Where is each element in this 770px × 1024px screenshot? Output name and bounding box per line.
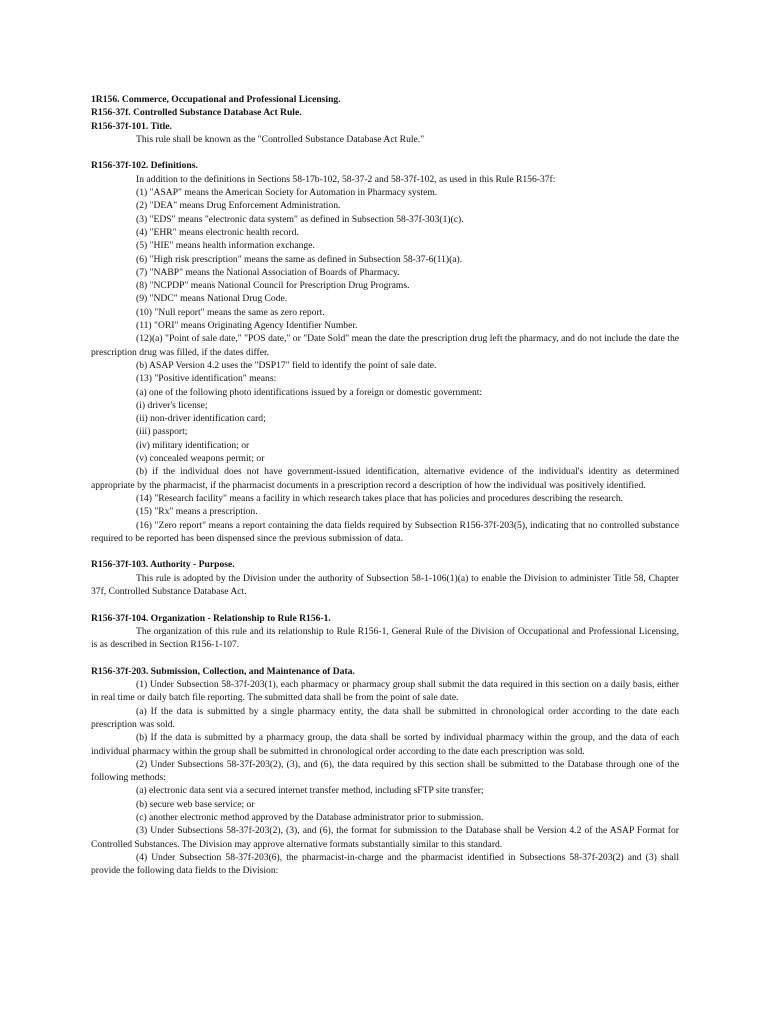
definition-item: (1) "ASAP" means the American Society for Automation in Pharmacy system. bbox=[136, 187, 438, 199]
definition-subitem: (iv) military identification; or bbox=[136, 439, 250, 451]
submission-method-item: (a) electronic data sent via a secured internet transfer method, including sFTP site transfer; bbox=[136, 785, 484, 797]
definition-subitem: (v) concealed weapons permit; or bbox=[136, 453, 265, 465]
definition-item: (4) "EHR" means electronic health record. bbox=[136, 226, 299, 238]
definition-subitem: (iii) passport; bbox=[136, 426, 188, 438]
submission-method-item: (b) secure web base service; or bbox=[136, 798, 255, 810]
definition-item: (8) "NCPDP" means National Council for Prescription Drug Programs. bbox=[136, 280, 410, 292]
definition-item: (2) "DEA" means Drug Enforcement Administration. bbox=[136, 200, 341, 212]
definition-item: (7) "NABP" means the National Association of Boards of Pharmacy. bbox=[136, 266, 400, 278]
definition-item: (9) "NDC" means National Drug Code. bbox=[136, 293, 288, 305]
definition-item: (5) "HIE" means health information exchange. bbox=[136, 240, 315, 252]
definition-item: (6) "High risk prescription" means the same as defined in Subsection 58-37-6(11)(a). bbox=[136, 253, 463, 265]
definition-item-13: (13) "Positive identification" means: bbox=[136, 373, 277, 385]
chapter-heading: 1R156. Commerce, Occupational and Professional Licensing. bbox=[91, 94, 341, 105]
section-101-title: R156-37f-101. Title. bbox=[91, 120, 172, 132]
definition-item-13a: (a) one of the following photo identifications issued by a foreign or domestic government: bbox=[136, 386, 483, 398]
section-101-body: This rule shall be known as the "Controlled Substance Database Act Rule." bbox=[136, 133, 425, 145]
document-page bbox=[91, 93, 679, 878]
section-103-title: R156-37f-103. Authority - Purpose. bbox=[91, 559, 235, 571]
definition-subitem: (ii) non-driver identification card; bbox=[136, 413, 266, 425]
definition-item-12b: (b) ASAP Version 4.2 uses the "DSP17" field to identify the point of sale date. bbox=[136, 359, 437, 371]
section-203-paragraph-1b: (b) If the data is submitted by a pharmacy group, the data shall be sorted by individual pharmacy within the group, and the data of each individual pharmacy within the group shall be submitted in chronological order according to the date each prescription was sold. bbox=[91, 732, 679, 757]
section-203-paragraph-1a: (a) If the data is submitted by a single pharmacy entity, the data shall be submitted in chronological order according to the date each prescription was sold. bbox=[91, 705, 679, 730]
section-203-paragraph-1: (1) Under Subsection 58-37f-203(1), each pharmacy or pharmacy group shall submit the data required in this section on a daily basis, either in real time or daily batch file reporting. The submitted data shall be from the point of sale date. bbox=[91, 679, 679, 704]
submission-method-item: (c) another electronic method approved by the Database administrator prior to submission. bbox=[136, 812, 484, 824]
section-203-paragraph-4: (4) Under Subsection 58-37f-203(6), the pharmacist-in-charge and the pharmacist identified in Subsections 58-37f-203(2) and (3) shall provide the following data fields to the Division: bbox=[91, 851, 679, 877]
section-102-intro: In addition to the definitions in Sections 58-17b-102, 58-37-2 and 58-37f-102, as used in this Rule R156-37f: bbox=[136, 173, 556, 185]
definition-item-15: (15) "Rx" means a prescription. bbox=[136, 506, 258, 518]
section-203-paragraph-2: (2) Under Subsections 58-37f-203(2), (3), and (6), the data required by this section shall be submitted to the Database through one of the following methods: bbox=[91, 758, 679, 784]
section-203-paragraph-3: (3) Under Subsections 58-37f-203(2), (3), and (6), the format for submission to the Database shall be Version 4.2 of the ASAP Format for Controlled Substances. The Division may approve alternative formats substantially similar to this standard. bbox=[91, 825, 679, 850]
rule-heading: R156-37f. Controlled Substance Database Act Rule. bbox=[91, 107, 302, 119]
section-104-title: R156-37f-104. Organization - Relationship to Rule R156-1. bbox=[91, 612, 331, 624]
section-104-body: The organization of this rule and its relationship to Rule R156-1, General Rule of the Division of Occupational and Professional Licensing, is as described in Section R156-1-107. bbox=[91, 625, 679, 651]
definition-item: (3) "EDS" means "electronic data system" as defined in Subsection 58-37f-303(1)(c). bbox=[136, 213, 464, 225]
definition-subitem: (i) driver's license; bbox=[136, 399, 208, 411]
definition-item-13b: (b) if the individual does not have government-issued identification, alternative evidence of the individual's identity as determined appropriate by the pharmacist, if the pharmacist documents in a prescription record a description of how the individual was positively identified. bbox=[91, 466, 679, 491]
definition-item-16: (16) "Zero report" means a report containing the data fields required by Subsection R156-37f-203(5), indicating that no controlled substance required to be reported has been dispensed since the previous submission of data. bbox=[91, 519, 679, 544]
section-103-body: This rule is adopted by the Division under the authority of Subsection 58-1-106(1)(a) to enable the Division to administer Title 58, Chapter 37f, Controlled Substance Database Act. bbox=[91, 572, 679, 597]
definition-item-14: (14) "Research facility" means a facility in which research takes place that has policies and procedures describing the research. bbox=[136, 492, 624, 504]
section-203-title: R156-37f-203. Submission, Collection, and Maintenance of Data. bbox=[91, 665, 355, 677]
definition-item: (10) "Null report" means the same as zero report. bbox=[136, 306, 325, 318]
definition-item-12a: (12)(a) "Point of sale date," "POS date," or "Date Sold" mean the date the prescription drug left the pharmacy, and do not include the date the prescription drug was filled, if the dates differ. bbox=[91, 333, 679, 358]
section-102-title: R156-37f-102. Definitions. bbox=[91, 160, 198, 172]
definition-item: (11) "ORI" means Originating Agency Identifier Number. bbox=[136, 320, 358, 332]
